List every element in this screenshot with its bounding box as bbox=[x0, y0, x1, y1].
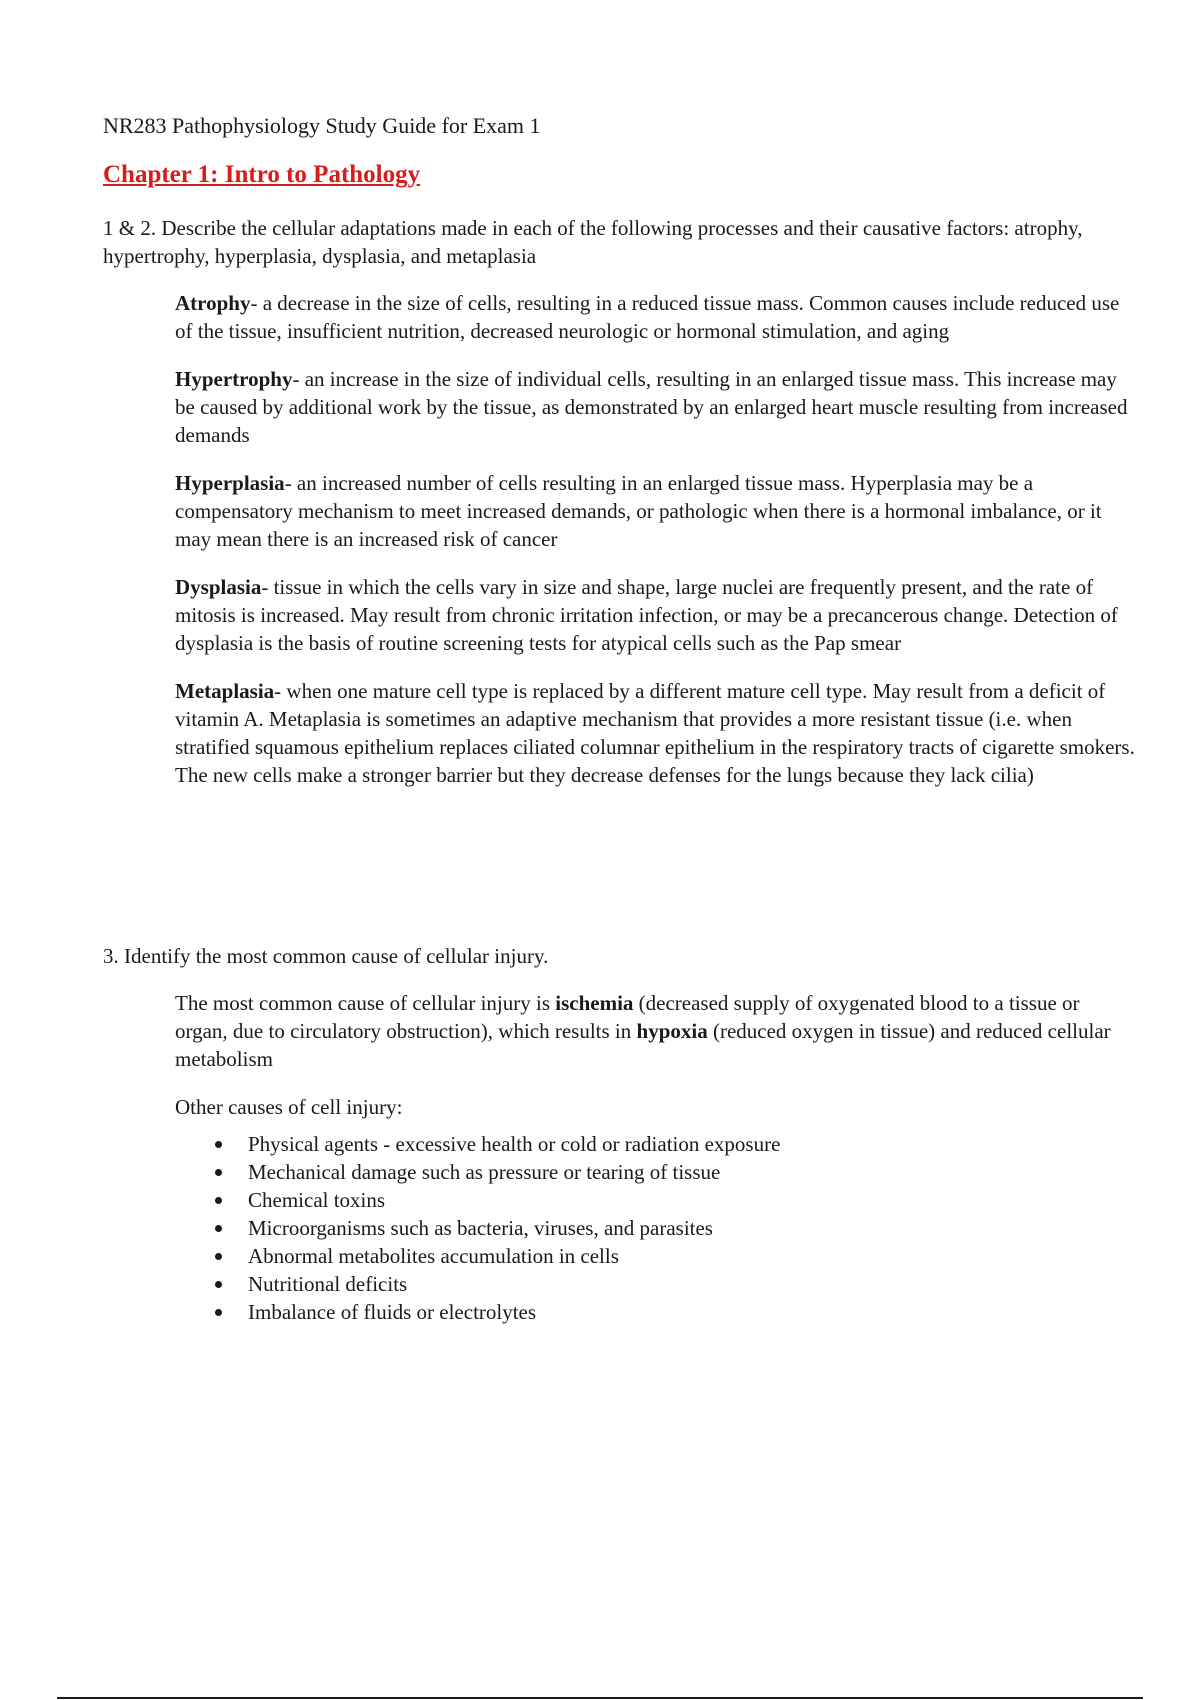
definition-term: Dysplasia bbox=[175, 575, 262, 599]
answer-text: (reduced oxygen in tissue) and reduced cellular metabolism bbox=[175, 1019, 1111, 1071]
answer-text: The most common cause of cellular injury is bbox=[175, 991, 556, 1015]
list-item bbox=[175, 1214, 780, 1242]
definition-text: - an increased number of cells resulting in an enlarged tissue mass. Hyperplasia may be a compensatory mechanism to meet increased demands, or pathologic when there is a hormonal imbalance, or it may mean there is an increased risk of cancer bbox=[175, 471, 1102, 551]
other-causes-label: Other causes of cell injury: bbox=[175, 1095, 403, 1119]
definition-text: - tissue in which the cells vary in size and shape, large nuclei are frequently present, and the rate of mitosis is increased. May result from chronic irritation infection, or may be a precancerous change. Detection of dysplasia is the basis of routine screening tests for atypical cells such as the Pap smear bbox=[175, 575, 1118, 655]
bullet-icon bbox=[215, 1225, 222, 1232]
definition-atrophy bbox=[175, 289, 1135, 345]
definition-dysplasia bbox=[175, 573, 1135, 657]
definitions-list bbox=[175, 289, 1135, 809]
list-item-text: Mechanical damage such as pressure or tearing of tissue bbox=[248, 1160, 721, 1184]
list-item-text: Physical agents - excessive health or cold or radiation exposure bbox=[248, 1132, 781, 1156]
answer-text: (decreased supply of oxygenated blood to a tissue or organ, due to circulatory obstruction), which results in bbox=[175, 991, 1080, 1043]
list-item bbox=[175, 1270, 780, 1298]
chapter-heading: Chapter 1: Intro to Pathology bbox=[103, 161, 421, 188]
list-item bbox=[175, 1242, 780, 1270]
list-item-text: Chemical toxins bbox=[248, 1188, 386, 1212]
other-causes-list bbox=[175, 1130, 780, 1326]
bullet-icon bbox=[215, 1197, 222, 1204]
document-title: NR283 Pathophysiology Study Guide for Exam 1 bbox=[103, 113, 541, 138]
bullet-icon bbox=[215, 1281, 222, 1288]
bullet-icon bbox=[215, 1169, 222, 1176]
definition-metaplasia bbox=[175, 677, 1135, 789]
bullet-icon bbox=[215, 1253, 222, 1260]
definition-term: Metaplasia bbox=[175, 679, 275, 703]
definition-hyperplasia bbox=[175, 469, 1135, 553]
bullet-icon bbox=[215, 1141, 222, 1148]
list-item-text: Nutritional deficits bbox=[248, 1272, 408, 1296]
definition-term: Hyperplasia bbox=[175, 471, 285, 495]
page-divider bbox=[57, 1697, 1143, 1699]
answer-keyword-ischemia: ischemia bbox=[555, 991, 634, 1015]
definition-hypertrophy bbox=[175, 365, 1135, 449]
list-item bbox=[175, 1298, 780, 1326]
definition-term: Atrophy bbox=[175, 291, 251, 315]
definition-term: Hypertrophy bbox=[175, 367, 293, 391]
list-item-text: Microorganisms such as bacteria, viruses, and parasites bbox=[248, 1216, 713, 1240]
list-item-text: Abnormal metabolites accumulation in cells bbox=[248, 1244, 619, 1268]
definition-text: - an increase in the size of individual cells, resulting in an enlarged tissue mass. This increase may be caused by additional work by the tissue, as demonstrated by an enlarged heart muscle resulting from increased demands bbox=[175, 367, 1128, 447]
list-item bbox=[175, 1130, 780, 1158]
question-3-answer bbox=[175, 989, 1135, 1073]
definition-text: - a decrease in the size of cells, resulting in a reduced tissue mass. Common causes include reduced use of the tissue, insufficient nutrition, decreased neurologic or hormonal stimulation, and aging bbox=[175, 291, 1120, 343]
list-item bbox=[175, 1158, 780, 1186]
bullet-icon bbox=[215, 1309, 222, 1316]
question-3-prompt: 3. Identify the most common cause of cellular injury. bbox=[103, 944, 549, 968]
list-item bbox=[175, 1186, 780, 1214]
question-1-prompt: 1 & 2. Describe the cellular adaptations made in each of the following processes and their causative factors: atrophy, hypertrophy, hyperplasia, dysplasia, and metaplasia bbox=[103, 216, 1083, 268]
list-item-text: Imbalance of fluids or electrolytes bbox=[248, 1300, 537, 1324]
answer-keyword-hypoxia: hypoxia bbox=[636, 1019, 708, 1043]
definition-text: - when one mature cell type is replaced by a different mature cell type. May result from a deficit of vitamin A. Metaplasia is sometimes an adaptive mechanism that provides a more resistant tissue (i.e. when stratified squamous epithelium replaces ciliated columnar epithelium in the respiratory tracts of cigarette smokers. The new cells make a stronger barrier but they decrease defenses for the lungs because they lack cilia) bbox=[175, 679, 1135, 787]
